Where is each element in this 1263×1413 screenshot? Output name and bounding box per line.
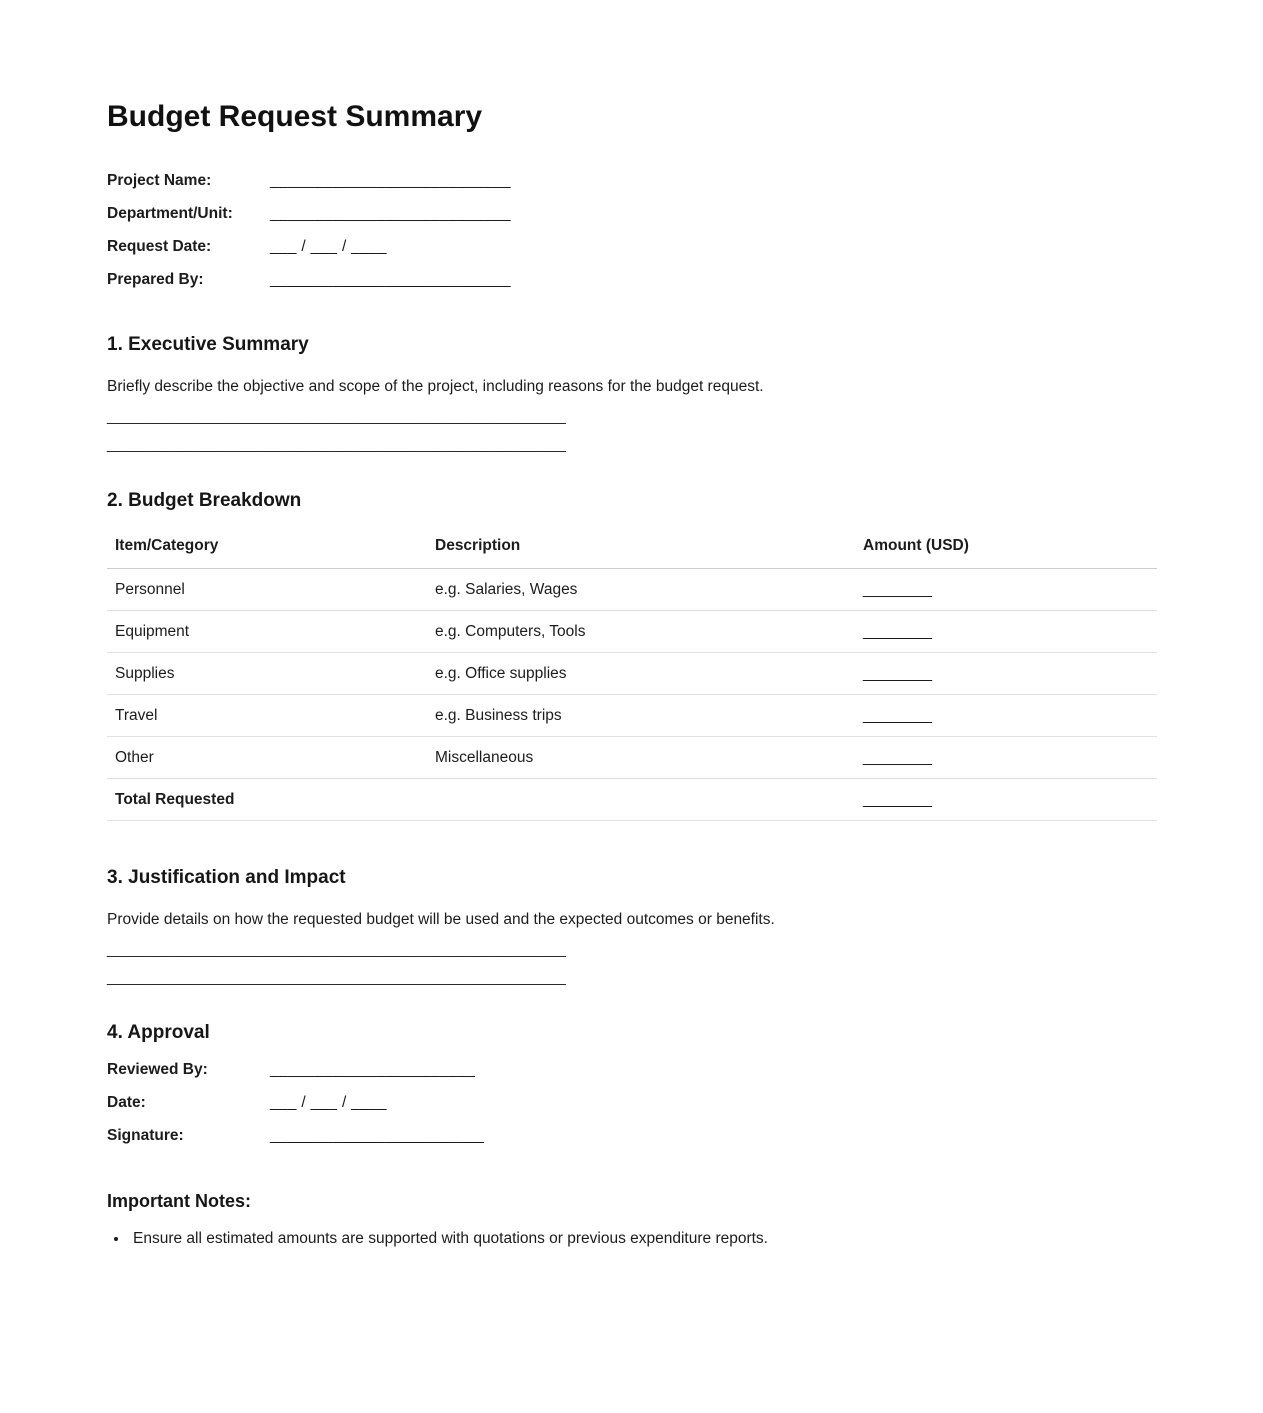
field-department-unit	[107, 204, 1157, 224]
amount-cell: ________	[855, 611, 1157, 653]
section-justification-impact	[107, 866, 1157, 992]
section-heading: 2. Budget Breakdown	[107, 490, 302, 511]
fill-in-line: _______________________	[270, 1061, 476, 1078]
table-row	[107, 695, 1157, 737]
section-executive-summary	[107, 333, 1157, 459]
fill-in-line: ___________________________	[270, 271, 511, 288]
fill-in-line: _______________________________________________________	[107, 969, 566, 986]
field-prepared-by	[107, 270, 1157, 290]
description-cell	[427, 779, 855, 821]
amount-cell: ________	[855, 737, 1157, 779]
section-heading: 4. Approval	[107, 1022, 210, 1043]
note-item: • Ensure all estimated amounts are supported with quotations or previous expenditure reports.	[129, 1228, 1157, 1249]
column-header-item: Item/Category	[107, 524, 427, 569]
field-label: Date:	[107, 1094, 146, 1111]
field-label: Request Date:	[107, 238, 212, 255]
section-description: Briefly describe the objective and scope of the project, including reasons for the budget request.	[107, 378, 764, 395]
amount-cell: ________	[855, 569, 1157, 611]
fill-in-area	[107, 936, 1157, 992]
item-cell: Personnel	[107, 569, 427, 611]
meta-fields	[107, 171, 1157, 290]
section-description: Provide details on how the requested budget will be used and the expected outcomes or benefits.	[107, 911, 775, 928]
notes-heading: Important Notes:	[107, 1191, 251, 1211]
description-cell: e.g. Salaries, Wages	[427, 569, 855, 611]
page-title: Budget Request Summary	[107, 100, 483, 133]
table-row	[107, 737, 1157, 779]
section-important-notes	[107, 1189, 1157, 1249]
field-request-date	[107, 237, 1157, 257]
item-cell: Supplies	[107, 653, 427, 695]
description-cell: e.g. Office supplies	[427, 653, 855, 695]
table-row	[107, 611, 1157, 653]
field-project-name	[107, 171, 1157, 191]
description-cell: Miscellaneous	[427, 737, 855, 779]
fill-in-area	[107, 403, 1157, 459]
amount-cell: ________	[855, 779, 1157, 821]
fill-in-line: _______________________________________________________	[107, 436, 566, 453]
field-approval-date	[107, 1093, 1157, 1113]
table-row-total	[107, 779, 1157, 821]
fill-in-line: ________________________	[270, 1127, 485, 1144]
budget-breakdown-table	[107, 524, 1157, 821]
amount-cell: ________	[855, 653, 1157, 695]
item-cell: Travel	[107, 695, 427, 737]
amount-cell: ________	[855, 695, 1157, 737]
field-label: Project Name:	[107, 172, 212, 189]
table-row	[107, 569, 1157, 611]
fill-in-line: ___________________________	[270, 205, 511, 222]
fill-in-line: _______________________________________________________	[107, 941, 566, 958]
description-cell: e.g. Business trips	[427, 695, 855, 737]
section-approval	[107, 1021, 1157, 1146]
field-label: Department/Unit:	[107, 205, 233, 222]
column-header-amount: Amount (USD)	[855, 524, 1157, 569]
item-cell: Total Requested	[107, 779, 427, 821]
fill-in-line: ___________________________	[270, 172, 511, 189]
table-row	[107, 653, 1157, 695]
field-label: Reviewed By:	[107, 1061, 208, 1078]
field-label: Prepared By:	[107, 271, 204, 288]
column-header-description: Description	[427, 524, 855, 569]
table-header-row	[107, 524, 1157, 569]
fill-in-date: ___ / ___ / ____	[270, 238, 387, 255]
fill-in-line: _______________________________________________________	[107, 408, 566, 425]
approval-fields	[107, 1060, 1157, 1146]
notes-list	[107, 1228, 1157, 1249]
fill-in-date: ___ / ___ / ____	[270, 1094, 387, 1111]
section-heading: 1. Executive Summary	[107, 334, 309, 355]
field-reviewed-by	[107, 1060, 1157, 1080]
item-cell: Other	[107, 737, 427, 779]
field-signature	[107, 1126, 1157, 1146]
field-label: Signature:	[107, 1127, 184, 1144]
section-budget-breakdown	[107, 489, 1157, 821]
description-cell: e.g. Computers, Tools	[427, 611, 855, 653]
item-cell: Equipment	[107, 611, 427, 653]
section-heading: 3. Justification and Impact	[107, 867, 346, 888]
